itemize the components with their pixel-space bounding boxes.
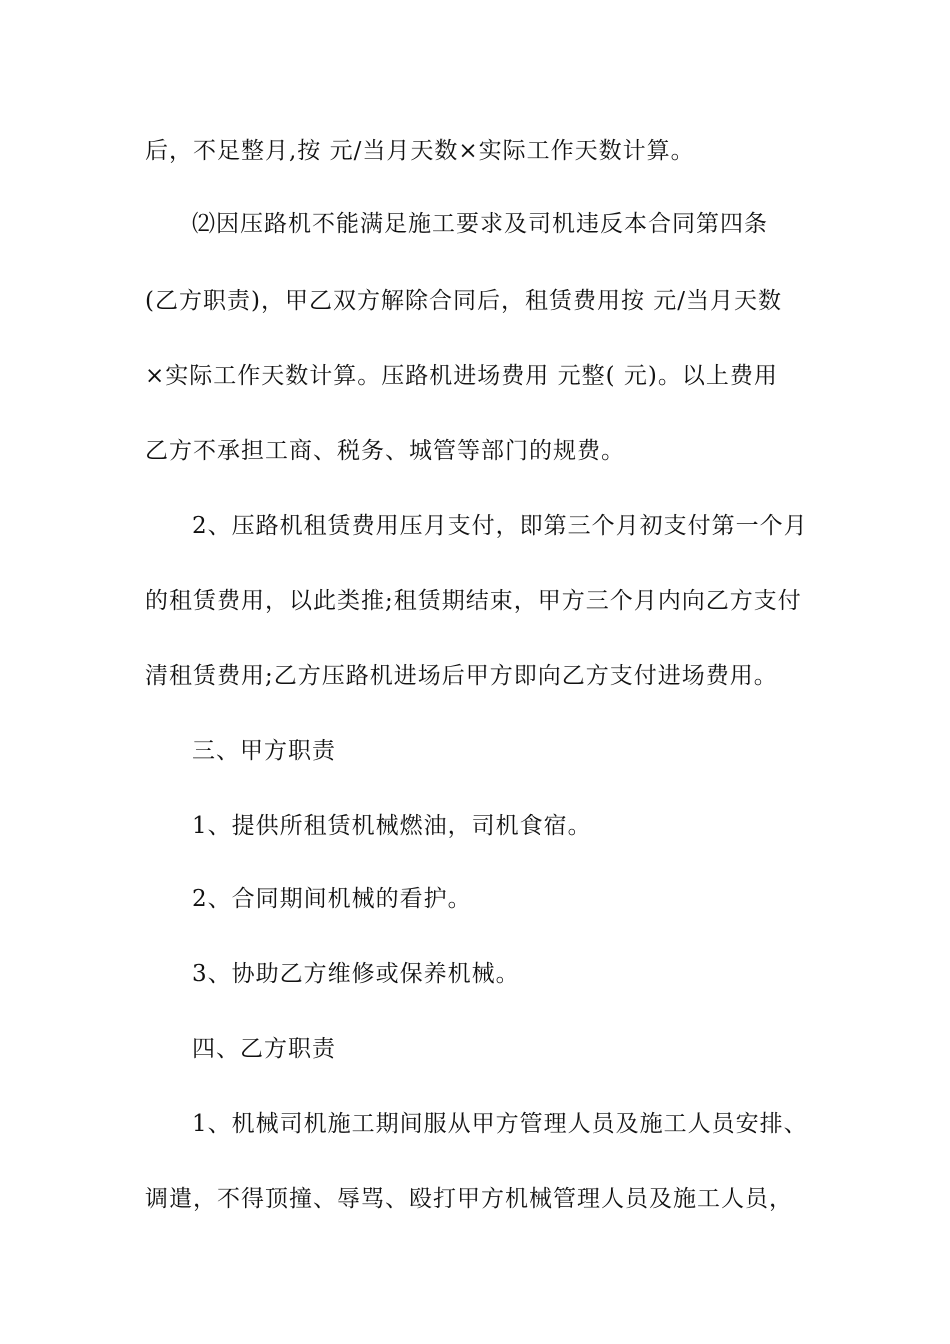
paragraph-line: ⑵因压路机不能满足施工要求及司机违反本合同第四条: [192, 211, 768, 237]
list-item: 2、合同期间机械的看护。: [192, 886, 472, 912]
section-heading: 四、乙方职责: [192, 1036, 336, 1062]
section-heading: 三、甲方职责: [192, 738, 336, 764]
paragraph-line: 后，不足整月,按 元/当月天数×实际工作天数计算。: [145, 138, 695, 164]
paragraph-line: 调遣，不得顶撞、辱骂、殴打甲方机械管理人员及施工人员，: [145, 1186, 793, 1212]
list-item: 3、协助乙方维修或保养机械。: [192, 961, 520, 987]
list-item: 1、提供所租赁机械燃油，司机食宿。: [192, 813, 592, 839]
paragraph-line: 的租赁费用，以此类推;租赁期结束，甲方三个月内向乙方支付: [145, 588, 802, 614]
paragraph-line: (乙方职责)，甲乙双方解除合同后，租赁费用按 元/当月天数: [145, 288, 783, 314]
paragraph-line: 2、压路机租赁费用压月支付，即第三个月初支付第一个月: [192, 513, 808, 539]
paragraph-line: 清租赁费用;乙方压路机进场后甲方即向乙方支付进场费用。: [145, 663, 778, 689]
paragraph-line: 乙方不承担工商、税务、城管等部门的规费。: [145, 438, 625, 464]
list-item: 1、机械司机施工期间服从甲方管理人员及施工人员安排、: [192, 1111, 808, 1137]
paragraph-line: ×实际工作天数计算。压路机进场费用 元整( 元)。以上费用: [145, 363, 778, 389]
